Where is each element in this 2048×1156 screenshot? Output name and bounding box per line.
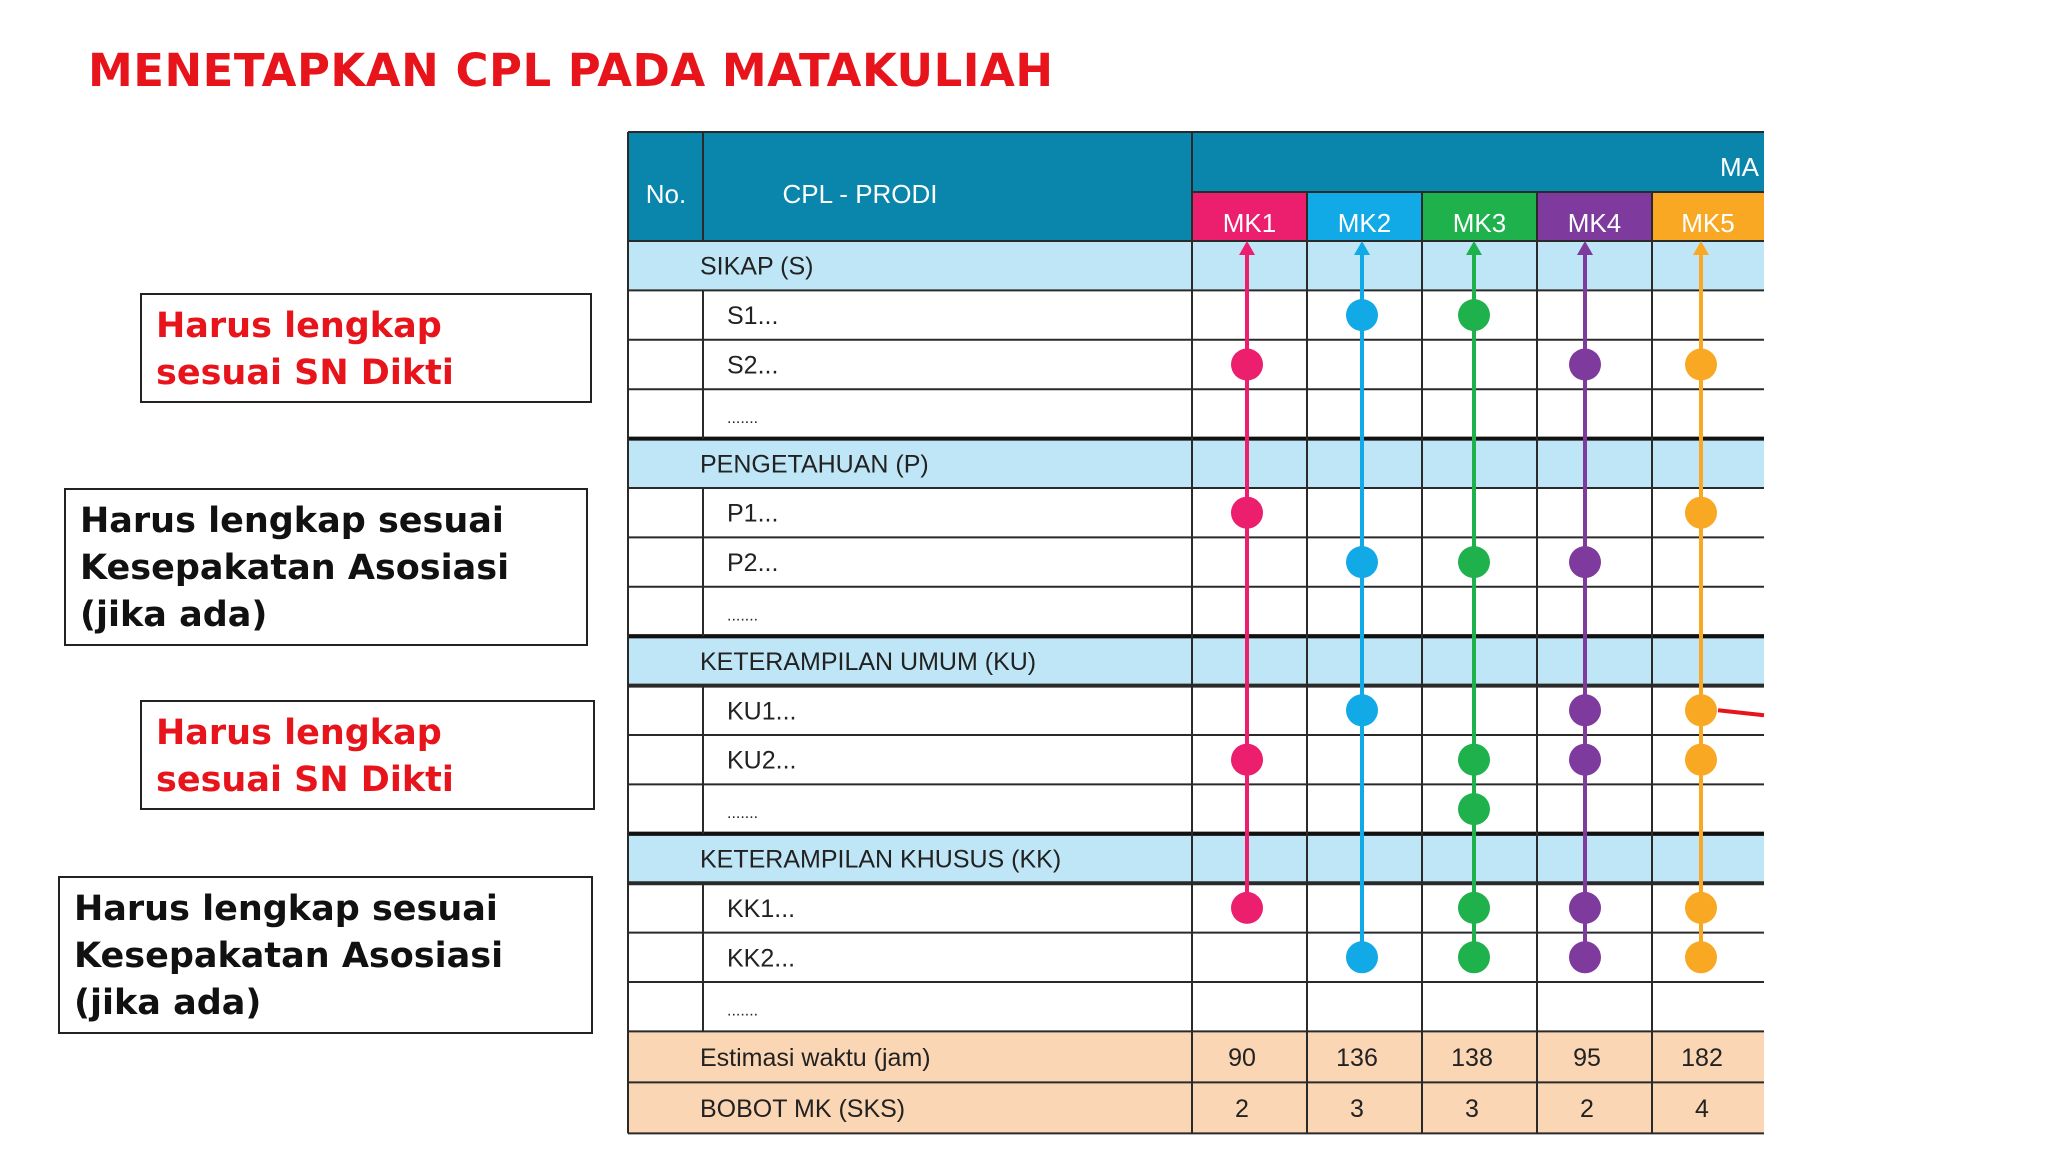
mapping-dot	[1458, 299, 1490, 331]
section-label: KETERAMPILAN UMUM (KU)	[700, 647, 1037, 676]
mapping-dot	[1685, 744, 1717, 776]
mapping-dot	[1685, 349, 1717, 381]
footer-label: BOBOT MK (SKS)	[700, 1094, 906, 1123]
mapping-dot	[1458, 793, 1490, 825]
table-row	[628, 488, 1764, 537]
mapping-dot	[1346, 694, 1378, 726]
mapping-dot	[1458, 892, 1490, 924]
course-label-4: MK4	[1567, 208, 1622, 238]
mapping-dot	[1685, 892, 1717, 924]
mapping-dot	[1231, 892, 1263, 924]
note-asosiasi-1: Harus lengkap sesuai Kesepakatan Asosiasi (jika ada)	[64, 488, 588, 646]
table-row	[628, 982, 1764, 1031]
section-label: PENGETAHUAN (P)	[700, 450, 929, 479]
footer-value: 2	[1580, 1094, 1594, 1123]
row-label: P1...	[727, 499, 779, 528]
note-sn-dikti-1: Harus lengkap sesuai SN Dikti	[140, 293, 592, 403]
footer-value: 136	[1336, 1043, 1378, 1072]
mapping-dot	[1685, 497, 1717, 529]
row-label: KK1...	[727, 894, 796, 923]
course-label-5: MK5	[1681, 208, 1735, 238]
mapping-dot	[1346, 941, 1378, 973]
mapping-dot	[1231, 497, 1263, 529]
footer-value: 95	[1573, 1043, 1601, 1072]
header-group-label: MA	[1720, 152, 1759, 182]
footer-value: 3	[1465, 1094, 1479, 1123]
mapping-dot	[1458, 546, 1490, 578]
footer-value: 182	[1681, 1043, 1723, 1072]
row-label: S2...	[727, 351, 779, 380]
section-label: SIKAP (S)	[700, 252, 814, 281]
row-label: .......	[727, 409, 759, 427]
mapping-dot	[1569, 694, 1601, 726]
row-label: KK2...	[727, 944, 796, 973]
mapping-dot	[1569, 349, 1601, 381]
course-label-3: MK3	[1452, 208, 1507, 238]
row-label: .......	[727, 1002, 759, 1020]
mapping-dot	[1458, 941, 1490, 973]
mapping-dot	[1231, 349, 1263, 381]
mapping-dot	[1458, 744, 1490, 776]
row-label: P2...	[727, 549, 779, 578]
mapping-dot	[1569, 744, 1601, 776]
section-label: KETERAMPILAN KHUSUS (KK)	[700, 845, 1062, 874]
mapping-dot	[1346, 546, 1378, 578]
footer-value: 3	[1350, 1094, 1364, 1123]
row-label: .......	[727, 607, 759, 625]
header-no: No.	[645, 179, 687, 209]
footer-value: 4	[1695, 1094, 1709, 1123]
table-row	[628, 290, 1764, 339]
mapping-dot	[1569, 546, 1601, 578]
mapping-dot	[1231, 744, 1263, 776]
note-asosiasi-2: Harus lengkap sesuai Kesepakatan Asosiasi (jika ada)	[58, 876, 593, 1034]
mapping-dot	[1685, 694, 1717, 726]
mapping-dot	[1346, 299, 1378, 331]
row-label: S1...	[727, 302, 779, 331]
row-label: .......	[727, 805, 759, 823]
table-row	[628, 389, 1764, 438]
course-label-1: MK1	[1222, 208, 1277, 238]
mapping-dot	[1569, 941, 1601, 973]
note-sn-dikti-2: Harus lengkap sesuai SN Dikti	[140, 700, 595, 810]
footer-value: 2	[1235, 1094, 1249, 1123]
row-label: KU1...	[727, 697, 797, 726]
table-row	[628, 587, 1764, 636]
page-title: MENETAPKAN CPL PADA MATAKULIAH	[88, 44, 1054, 97]
mapping-dot	[1685, 941, 1717, 973]
table-row	[628, 784, 1764, 833]
mapping-dot	[1569, 892, 1601, 924]
row-label: KU2...	[727, 746, 797, 775]
footer-label: Estimasi waktu (jam)	[700, 1043, 931, 1072]
footer-value: 90	[1228, 1043, 1256, 1072]
header-cpl-prodi: CPL - PRODI	[782, 179, 938, 209]
course-label-2: MK2	[1337, 208, 1392, 238]
footer-value: 138	[1451, 1043, 1493, 1072]
